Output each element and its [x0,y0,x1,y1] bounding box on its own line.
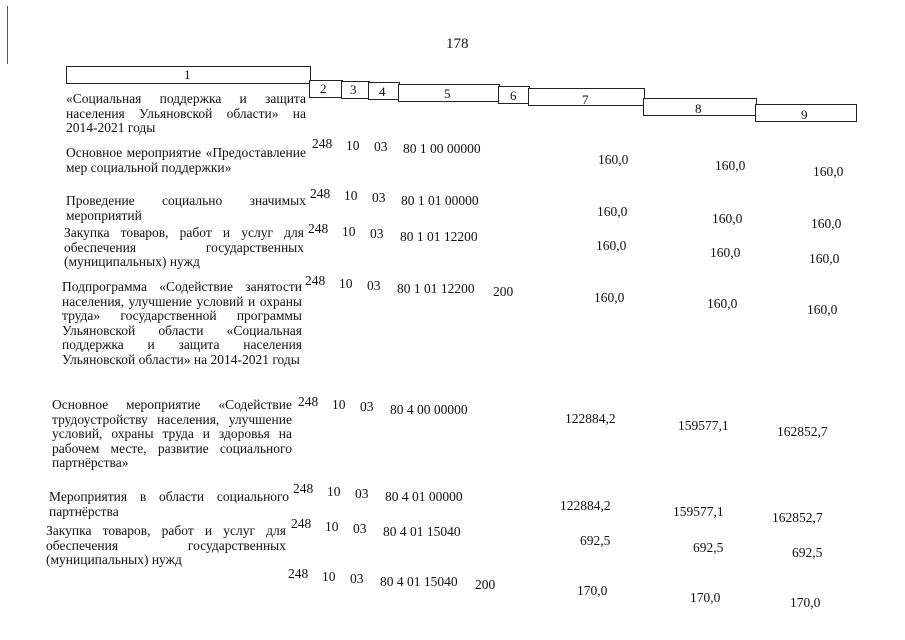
row-6-col5: 80 4 01 00000 [385,489,463,504]
row-4-col7: 160,0 [594,290,625,305]
row-7-col2: 248 [291,516,312,531]
row-4-description: Подпрограмма «Содействие занятости населения, улучшение условий и охраны труда» государственной программы Ульяновской области «Социальная поддержка и защита населения Ульяновской области» на 2014-2021 годы [62,279,302,367]
row-8-col6: 200 [475,577,496,592]
row-5-col4: 03 [360,399,374,414]
row-6-col3: 10 [327,484,341,499]
row-2-col2: 248 [310,186,331,201]
row-1-col8: 160,0 [715,158,746,173]
row-1-description: Основное мероприятие «Предоставление мер социальной поддержки» [66,145,306,175]
row-8-col5: 80 4 01 15040 [380,574,458,589]
row-3-col9: 160,0 [809,251,840,266]
header-label-9: 9 [801,107,808,122]
row-8-col7: 170,0 [577,583,608,598]
row-5-col3: 10 [332,397,346,412]
row-4-col2: 248 [305,273,326,288]
row-6-col2: 248 [293,481,314,496]
row-5-col2: 248 [298,394,319,409]
row-4-col8: 160,0 [707,296,738,311]
row-1-col3: 10 [346,138,360,153]
row-3-col2: 248 [308,221,329,236]
header-label-3: 3 [350,82,357,97]
row-8-col2: 248 [288,566,309,581]
row-5-description: Основное мероприятие «Содействие трудоустройству населения, улучшение условий, охраны труда и здоровья на рабочем месте, развитие социального партнёрства» [52,397,292,470]
row-5-col8: 159577,1 [678,418,729,433]
row-8-col4: 03 [350,571,364,586]
header-label-7: 7 [582,92,589,107]
row-6-col9: 162852,7 [772,510,823,525]
row-1-col4: 03 [374,139,388,154]
row-7-col4: 03 [353,521,367,536]
row-1-col5: 80 1 00 00000 [403,141,481,156]
header-label-6: 6 [510,88,517,103]
row-6-col7: 122884,2 [560,498,611,513]
row-5-col5: 80 4 00 00000 [390,402,468,417]
row-8-col8: 170,0 [690,590,721,605]
row-1-col7: 160,0 [598,152,629,167]
row-4-col9: 160,0 [807,302,838,317]
row-7-description: Закупка товаров, работ и услуг для обеспечения государственных (муниципальных) нужд [46,523,286,567]
row-7-col5: 80 4 01 15040 [383,524,461,539]
row-7-col7: 692,5 [580,533,611,548]
row-3-col5: 80 1 01 12200 [400,229,478,244]
row-2-col5: 80 1 01 00000 [401,193,479,208]
row-2-description: Проведение социально значимых мероприятий [66,193,306,223]
header-label-2: 2 [320,81,327,96]
row-7-col3: 10 [325,519,339,534]
row-2-col9: 160,0 [811,216,842,231]
row-6-col4: 03 [355,486,369,501]
row-3-col7: 160,0 [596,238,627,253]
header-label-4: 4 [379,84,386,99]
row-4-col3: 10 [339,276,353,291]
header-label-8: 8 [695,101,702,116]
row-7-col9: 692,5 [792,545,823,560]
row-4-col5: 80 1 01 12200 [397,281,475,296]
row-7-col8: 692,5 [693,540,724,555]
row-6-col8: 159577,1 [673,504,724,519]
row-1-col2: 248 [312,136,333,151]
row-2-col4: 03 [372,190,386,205]
row-6-description: Мероприятия в области социального партнёрства [49,489,289,519]
row-4-col6: 200 [493,284,514,299]
row-1-col9: 160,0 [813,164,844,179]
row-4-col4: 03 [367,278,381,293]
row-8-col9: 170,0 [790,595,821,610]
row-3-description: Закупка товаров, работ и услуг для обеспечения государственных (муниципальных) нужд [64,225,304,269]
row-2-col3: 10 [344,188,358,203]
row-8-col3: 10 [322,569,336,584]
row-2-col7: 160,0 [597,204,628,219]
row-2-col8: 160,0 [712,211,743,226]
row-3-col8: 160,0 [710,245,741,260]
header-label-5: 5 [444,86,451,101]
page-number: 178 [446,36,469,52]
row-5-col9: 162852,7 [777,424,828,439]
row-3-col3: 10 [342,224,356,239]
row-3-col4: 03 [370,226,384,241]
header-label-1: 1 [184,67,191,82]
row-5-col7: 122884,2 [565,411,616,426]
row-0-description: «Социальная поддержка и защита населения Ульяновской области» на 2014-2021 годы [66,91,306,135]
